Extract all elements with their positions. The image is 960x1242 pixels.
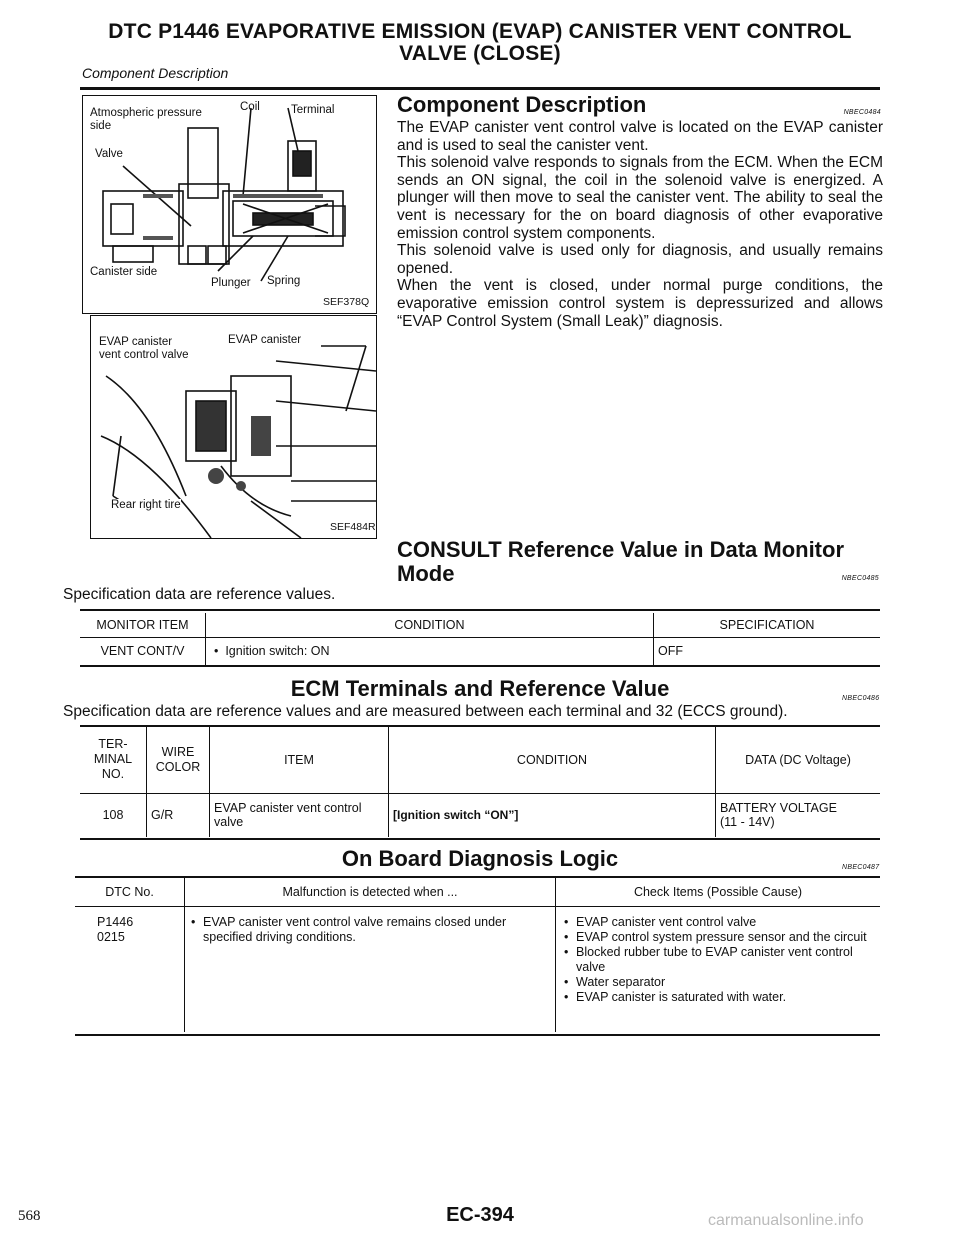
list-item: • EVAP canister vent control valve bbox=[564, 915, 870, 930]
atmospheric-pressure-label: Atmospheric pressure bbox=[90, 107, 202, 119]
list-item: • EVAP canister vent control valve remains closed under specified driving conditions. bbox=[191, 915, 541, 945]
paragraph: This solenoid valve is used only for diagnosis, and usually remains opened. bbox=[397, 242, 883, 277]
obd-heading-block bbox=[0, 847, 960, 871]
list-item: • EVAP canister is saturated with water. bbox=[564, 990, 870, 1005]
evap-canister-vent-label-line1: EVAP canister bbox=[99, 336, 173, 348]
section-heading: Component Description bbox=[397, 92, 647, 117]
consult-note: Specification data are reference values. bbox=[63, 586, 336, 603]
table-header: CONDITION bbox=[206, 613, 654, 637]
reference-code: NBEC0487 bbox=[842, 864, 880, 871]
obd-table bbox=[75, 878, 880, 1032]
spring-label: Spring bbox=[267, 275, 301, 287]
table-cell bbox=[716, 793, 881, 837]
evap-canister-vent-label-line2: vent control valve bbox=[99, 349, 189, 361]
consult-table bbox=[80, 613, 880, 665]
figure-code: SEF484R bbox=[330, 521, 376, 533]
table-header: TER- MINAL NO. bbox=[80, 727, 147, 793]
table-cell: VENT CONT/V bbox=[80, 637, 206, 665]
side-label: side bbox=[90, 120, 112, 132]
table-cell: OFF bbox=[658, 643, 683, 658]
table-cell: [Ignition switch “ON”] bbox=[389, 793, 716, 837]
consult-heading-block bbox=[397, 538, 883, 586]
paragraph: When the vent is closed, under normal purge conditions, the evaporative emission control system is depressurized and allows “EVAP Control System (Small Leak)” diagnosis. bbox=[397, 277, 883, 330]
evap-canister-label: EVAP canister bbox=[228, 334, 302, 346]
plunger-label: Plunger bbox=[211, 277, 251, 289]
section-subheading: Component Description bbox=[82, 65, 229, 81]
page-title-line2: VALVE (CLOSE) bbox=[399, 42, 561, 65]
data-value: BATTERY VOLTAGE bbox=[720, 801, 837, 816]
section-heading: ECM Terminals and Reference Value bbox=[290, 676, 670, 701]
table-cell bbox=[185, 906, 556, 1032]
table-header: DATA (DC Voltage) bbox=[745, 752, 851, 767]
paragraph: This solenoid valve responds to signals from the ECM. When the ECM sends an ON signal, the coil in the solenoid valve is energized. A plunger will then move to seal the canister vent. The ability to seal the vent is necessary for the on board diagnosis of other evaporative emission control system components. bbox=[397, 154, 883, 242]
section-heading: Mode bbox=[397, 561, 455, 586]
page-number: EC-394 bbox=[446, 1204, 514, 1226]
watermark: carmanualsonline.info bbox=[708, 1212, 864, 1229]
ecm-heading-block bbox=[0, 677, 960, 701]
valve-cross-section-figure bbox=[82, 95, 377, 314]
section-heading: CONSULT Reference Value in Data Monitor bbox=[397, 537, 845, 562]
condition-value: Ignition switch: ON bbox=[225, 643, 330, 658]
paragraph: The EVAP canister vent control valve is located on the EVAP canister and is used to seal the canister vent. bbox=[397, 119, 883, 154]
header-rule bbox=[80, 87, 880, 90]
component-description-section bbox=[397, 93, 883, 330]
valve-location-figure bbox=[90, 315, 377, 539]
figure-code: SEF378Q bbox=[323, 296, 370, 308]
table-header: SPECIFICATION bbox=[719, 618, 815, 632]
table-header: MONITOR ITEM bbox=[80, 613, 206, 637]
coil-label: Coil bbox=[240, 101, 260, 113]
table-cell: 108 bbox=[80, 793, 147, 837]
table-header: WIRE COLOR bbox=[147, 727, 210, 793]
table-cell: EVAP canister vent control valve bbox=[210, 793, 389, 837]
canister-side-label: Canister side bbox=[90, 266, 158, 278]
ecm-note: Specification data are reference values and are measured between each terminal and 32 (ECCS ground). bbox=[63, 703, 788, 720]
table-cell: G/R bbox=[147, 793, 210, 837]
rear-right-tire-label: Rear right tire bbox=[111, 499, 181, 511]
left-page-number: 568 bbox=[18, 1208, 41, 1224]
malfunction-list bbox=[191, 915, 541, 945]
table-header: DTC No. bbox=[75, 878, 185, 906]
table-header: ITEM bbox=[210, 727, 389, 793]
table-cell bbox=[75, 906, 185, 1032]
list-item: • Blocked rubber tube to EVAP canister vent control valve bbox=[564, 945, 870, 975]
table-header: Check Items (Possible Cause) bbox=[633, 884, 803, 899]
reference-code: NBEC0484 bbox=[843, 109, 881, 116]
reference-code: NBEC0485 bbox=[841, 575, 879, 582]
valve-label: Valve bbox=[95, 148, 123, 160]
data-value: (11 - 14V) bbox=[720, 815, 775, 830]
dtc-number: 0215 bbox=[97, 929, 125, 944]
cause-list bbox=[564, 915, 870, 1005]
terminal-label: Terminal bbox=[291, 104, 335, 116]
reference-code: NBEC0486 bbox=[842, 695, 880, 702]
list-item: • EVAP control system pressure sensor and the circuit bbox=[564, 930, 870, 945]
section-heading: On Board Diagnosis Logic bbox=[341, 846, 619, 871]
table-header: Malfunction is detected when ... bbox=[185, 878, 556, 906]
table-cell bbox=[556, 906, 881, 1032]
table-header: CONDITION bbox=[389, 727, 716, 793]
ecm-table bbox=[80, 727, 880, 837]
page-title-line1: DTC P1446 EVAPORATIVE EMISSION (EVAP) CANISTER VENT CONTROL bbox=[108, 20, 852, 43]
table-cell: • Ignition switch: ON bbox=[206, 637, 654, 665]
dtc-number: P1446 bbox=[97, 914, 134, 929]
list-item: • Water separator bbox=[564, 975, 870, 990]
